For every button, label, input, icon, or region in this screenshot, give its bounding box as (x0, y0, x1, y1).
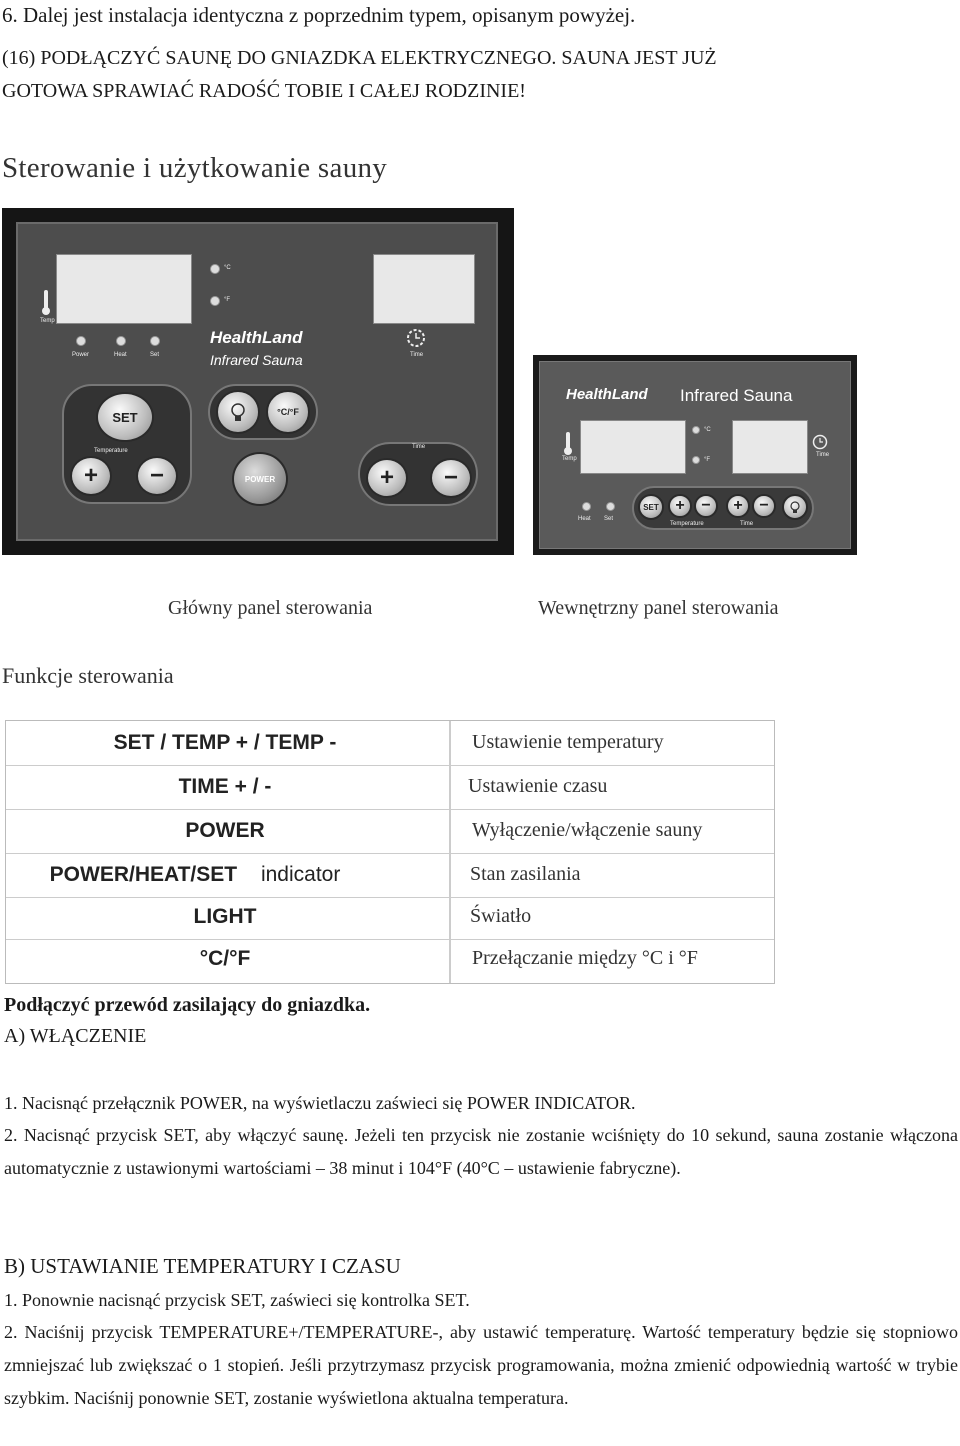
time-plus-button[interactable]: + (366, 458, 408, 498)
row-divider (6, 939, 774, 940)
temperature-button-group (62, 384, 192, 504)
table-divider (449, 721, 451, 983)
inner-indicator-label-set: Set (604, 516, 614, 522)
time-button-group (358, 442, 478, 506)
function-value: Ustawienie czasu (468, 775, 608, 797)
row-divider (6, 853, 774, 854)
section-b-step-2: 2. Naciśnij przycisk TEMPERATURE+/TEMPERATURE-, aby ustawić temperaturę. Wartość temperatury będzie się stopniowo zmniejszać lub zwiększać o 1 stopień. Jeśli przytrzymasz przycisk programowania, można zmienić odpowiednią wartość w trybie szybkim. Naciśnij ponownie SET, zostanie wyświetlona aktualna temperatura. (4, 1322, 958, 1408)
section-a-step-2: 2. Nacisnąć przycisk SET, aby włączyć saunę. Jeżeli ten przycisk nie zostanie wciśnięty do 10 sekund, sauna zostanie włączona automatycznie z ustawionymi wartościami – 38 minut i 104°F (40°C – ustawienie fabryczne). (4, 1125, 958, 1178)
heat-indicator-icon (116, 336, 126, 346)
functions-title: Funkcje sterowania (2, 663, 174, 688)
function-key: °C/°F (199, 947, 251, 970)
time-minus-button[interactable]: − (430, 458, 472, 498)
clock-icon (406, 328, 426, 353)
fahrenheit-label: °F (224, 297, 231, 303)
inner-temperature-display (580, 420, 686, 474)
inner-button-strip (632, 486, 814, 530)
time-icon-label: Time (410, 352, 424, 358)
fahrenheit-indicator-icon (210, 296, 220, 306)
function-key: LIGHT (193, 905, 257, 928)
main-control-panel-image (2, 208, 514, 555)
temp-minus-button[interactable]: − (136, 456, 178, 496)
inner-temp-plus-button[interactable]: + (668, 494, 692, 518)
function-value: Przełączanie między °C i °F (472, 947, 698, 969)
row-divider (6, 897, 774, 898)
set-indicator-icon (150, 336, 160, 346)
intro-line-16b: GOTOWA SPRAWIAĆ RADOŚĆ TOBIE I CAŁEJ RODZINIE! (2, 80, 526, 102)
inner-time-group-label: Time (740, 521, 754, 527)
light-button[interactable] (216, 390, 260, 434)
function-key-main: POWER/HEAT/SET (49, 863, 238, 886)
light-bulb-icon (228, 401, 248, 423)
inner-set-indicator-icon (606, 502, 615, 511)
inner-temp-label: Temp (562, 456, 577, 462)
intro-line-16a: (16) PODŁĄCZYĆ SAUNĘ DO GNIAZDKA ELEKTRYCZNEGO. SAUNA JEST JUŻ (2, 47, 717, 69)
function-key: SET / TEMP + / TEMP - (113, 731, 337, 754)
connect-instruction: Podłączyć przewód zasilający do gniazdka. (4, 994, 371, 1016)
brand-subtitle: Infrared Sauna (210, 352, 303, 368)
section-title: Sterowanie i użytkowanie sauny (2, 152, 388, 184)
section-a-title: A) WŁĄCZENIE (4, 1025, 147, 1047)
celsius-label: °C (224, 265, 231, 271)
function-value: Stan zasilania (470, 863, 581, 885)
indicator-label-set: Set (150, 352, 160, 358)
inner-fahrenheit-label: °F (704, 457, 711, 463)
row-divider (6, 765, 774, 766)
function-key (0, 863, 414, 887)
inner-brand-logo: HealthLand (566, 386, 648, 403)
inner-time-display (732, 420, 808, 474)
inner-fahrenheit-indicator-icon (692, 456, 700, 464)
light-cf-button-group (208, 384, 318, 440)
inner-set-button[interactable]: SET (638, 494, 664, 520)
function-value: Wyłączenie/włączenie sauny (472, 819, 703, 841)
power-indicator-icon (76, 336, 86, 346)
intro-line-6: 6. Dalej jest instalacja identyczna z poprzednim typem, opisanym powyżej. (2, 3, 636, 27)
section-b-title: B) USTAWIANIE TEMPERATURY I CZASU (4, 1254, 401, 1278)
inner-temp-minus-button[interactable]: − (694, 494, 718, 518)
celsius-indicator-icon (210, 264, 220, 274)
row-divider (6, 809, 774, 810)
inner-time-plus-button[interactable]: + (726, 494, 750, 518)
inner-heat-indicator-icon (582, 502, 591, 511)
section-a-step-1: 1. Nacisnąć przełącznik POWER, na wyświetlaczu zaświeci się POWER INDICATOR. (4, 1093, 636, 1113)
main-panel-caption: Główny panel sterowania (168, 597, 373, 619)
inner-time-minus-button[interactable]: − (752, 494, 776, 518)
inner-celsius-indicator-icon (692, 426, 700, 434)
inner-temperature-group-label: Temperature (670, 521, 704, 527)
inner-control-panel-image (533, 355, 857, 555)
time-display (373, 254, 475, 324)
inner-celsius-label: °C (704, 427, 711, 433)
inner-light-button[interactable] (782, 494, 808, 520)
function-key: TIME + / - (178, 775, 272, 798)
temp-plus-button[interactable]: + (70, 456, 112, 496)
inner-indicator-label-heat: Heat (578, 516, 591, 522)
function-key-suffix: indicator (260, 863, 341, 886)
set-button[interactable]: SET (96, 392, 154, 442)
section-b-step-1: 1. Ponownie nacisnąć przycisk SET, zaświeci się kontrolka SET. (4, 1290, 470, 1310)
celsius-fahrenheit-button[interactable]: °C/°F (266, 390, 310, 434)
functions-table (5, 720, 775, 984)
function-value: Światło (470, 905, 532, 927)
inner-brand-subtitle: Infrared Sauna (680, 386, 793, 405)
power-button[interactable]: POWER (232, 452, 288, 506)
temperature-display (56, 254, 192, 324)
brand-logo: HealthLand (210, 328, 303, 347)
thermometer-icon (42, 290, 50, 316)
indicator-label-heat: Heat (114, 352, 127, 358)
indicator-label-power: Power (72, 352, 90, 358)
inner-panel-caption: Wewnętrzny panel sterowania (538, 597, 779, 619)
function-key: POWER (185, 819, 265, 842)
temp-icon-label: Temp (40, 318, 55, 324)
inner-light-bulb-icon (789, 500, 801, 514)
time-group-label: Time (412, 444, 426, 450)
inner-time-label: Time (816, 452, 830, 458)
function-value: Ustawienie temperatury (472, 731, 664, 753)
temperature-group-label: Temperature (94, 448, 128, 454)
